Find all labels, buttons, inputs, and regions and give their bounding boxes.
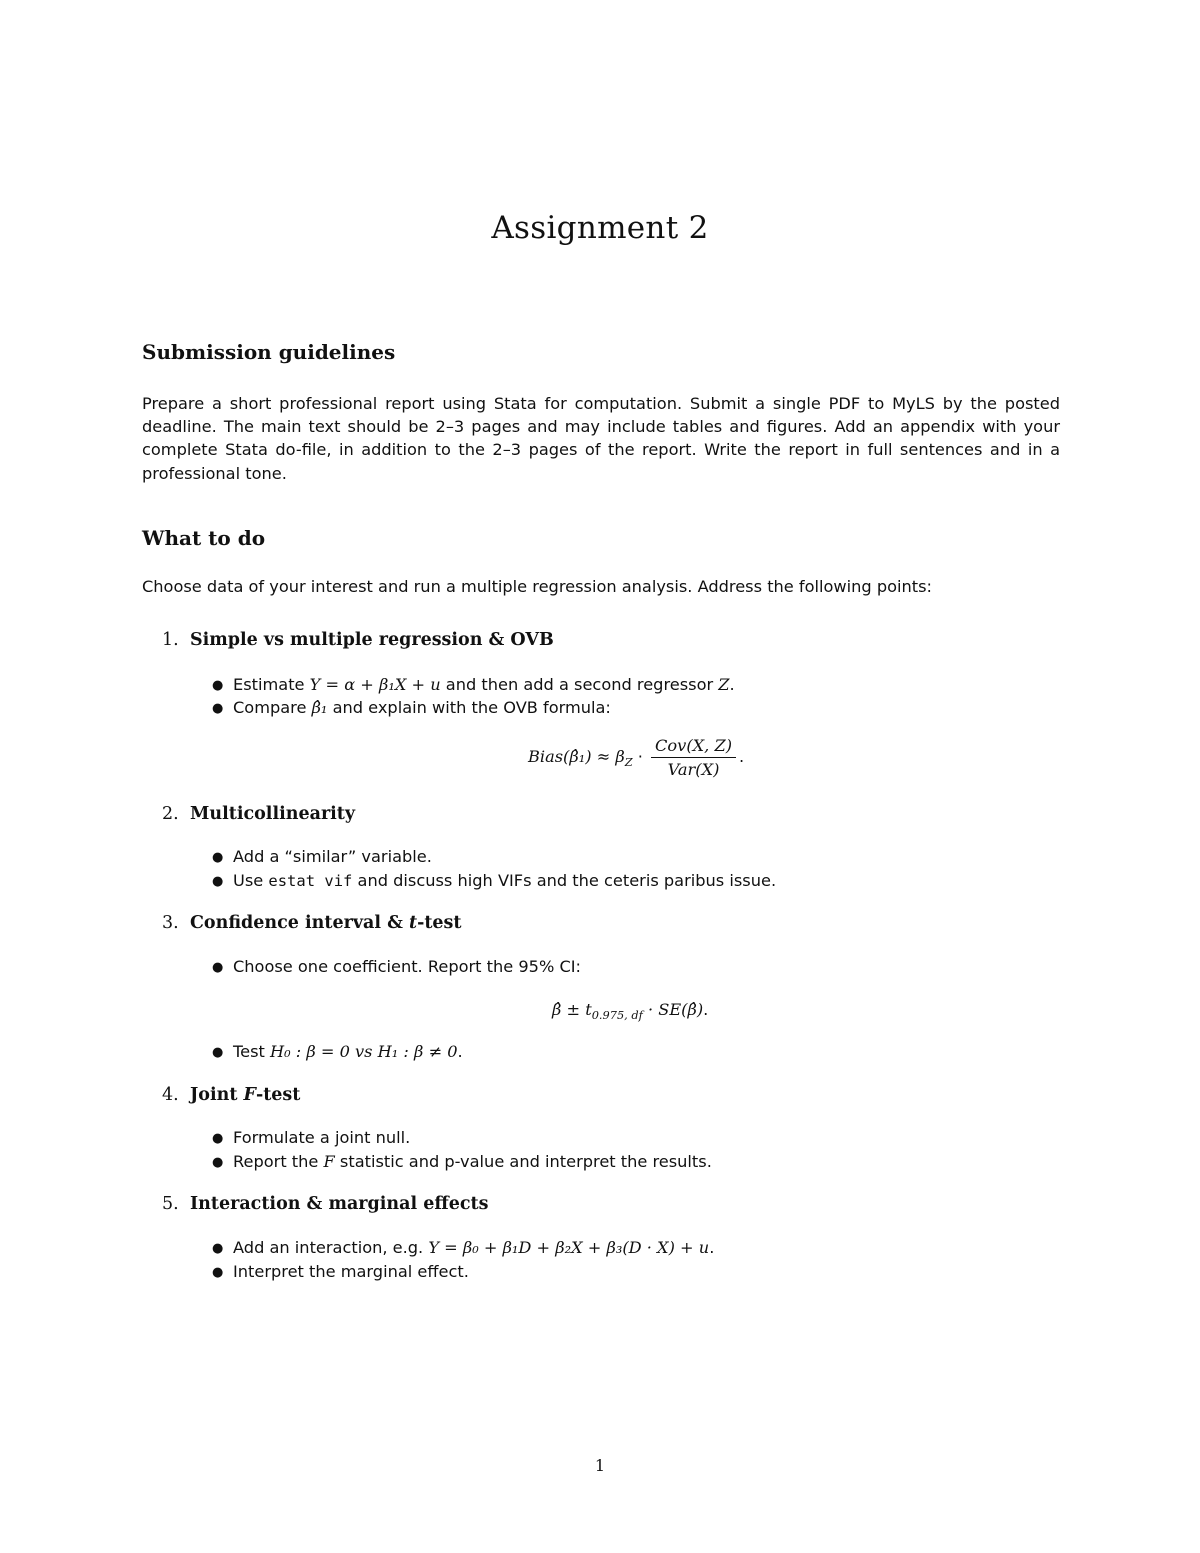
bullet-icon: ●: [212, 701, 224, 716]
what-to-do-intro: Choose data of your interest and run a multiple regression analysis. Address the following points:: [142, 577, 932, 596]
item-5-bullet-2: ● Interpret the marginal effect.: [212, 1262, 469, 1281]
ovb-fraction: $\frac{\text{Cov(X, Z)}}{\text{Var(X)}}$: [651, 736, 736, 779]
submission-paragraph: Prepare a short professional report using Stata for computation. Submit a single PDF to MyLS by the posted deadline. The main text should be 2–3 pages and may include tables and figures. Add an appendix with your complete Stata do-file, in addition to the 2–3 pages of the report. Write the report in full sentences and in a professional tone.: [142, 394, 1060, 483]
item-title: Interaction & marginal effects: [190, 1194, 489, 1214]
item-1-bullet-1: ● Estimate Y = α + β₁X + u and then add a second regressor Z.: [212, 675, 735, 694]
code-snippet: estat vif: [268, 872, 353, 890]
bullet-icon: ●: [212, 1265, 224, 1280]
submission-heading: Submission guidelines: [142, 340, 396, 364]
bullet-icon: ●: [212, 874, 224, 889]
bullet-icon: ●: [212, 678, 224, 693]
item-title: Confidence interval & t-test: [190, 913, 462, 933]
item-number: 3.: [162, 913, 179, 933]
bullet-icon: ●: [212, 1241, 224, 1256]
item-4-heading: [162, 1085, 300, 1105]
ovb-formula: Bias(β̂₁) ≈ $\beta_Z$ · $\frac{\text{Cov(X, Z)}}{\text{Var(X)}}$ .: [528, 736, 745, 779]
bullet-icon: ●: [212, 1131, 224, 1146]
bullet-icon: ●: [212, 1155, 224, 1170]
item-number: 4.: [162, 1085, 179, 1105]
item-number: 5.: [162, 1194, 179, 1214]
page-number: 1: [594, 1456, 606, 1475]
what-to-do-heading: What to do: [142, 526, 266, 550]
item-4-bullet-2: ● Report the F statistic and p-value and interpret the results.: [212, 1152, 712, 1171]
item-2-bullet-1: ● Add a “similar” variable.: [212, 847, 432, 866]
bullet-icon: ●: [212, 1045, 224, 1060]
item-5-heading: [162, 1194, 488, 1214]
item-4-bullet-1: ● Formulate a joint null.: [212, 1128, 411, 1147]
item-3-heading: [162, 913, 462, 933]
item-1-bullet-2: ● Compare β̂₁ and explain with the OVB formula:: [212, 698, 611, 717]
item-3-bullet-1: ● Choose one coefficient. Report the 95% CI:: [212, 957, 582, 976]
item-number: 1.: [162, 630, 179, 650]
item-2-heading: [162, 804, 355, 824]
item-number: 2.: [162, 804, 179, 824]
bullet-icon: ●: [212, 960, 224, 975]
item-title: Joint F-test: [190, 1085, 301, 1105]
item-title: Multicollinearity: [190, 804, 356, 824]
item-3-bullet-2: ● Test H₀ : β = 0 vs H₁ : β ≠ 0.: [212, 1042, 463, 1061]
item-5-bullet-1: ● Add an interaction, e.g. Y = β₀ + β₁D + β₂X + β₃(D · X) + u.: [212, 1238, 715, 1257]
bullet-icon: ●: [212, 850, 224, 865]
document-title: Assignment 2: [491, 210, 709, 246]
item-1-heading: [162, 630, 554, 650]
ci-formula: β̂ ± $t_{0.975, df}$ · SE(β̂).: [552, 1000, 709, 1023]
item-title: Simple vs multiple regression & OVB: [190, 630, 554, 650]
item-2-bullet-2: ● Use estat vif and discuss high VIFs and the ceteris paribus issue.: [212, 871, 777, 890]
